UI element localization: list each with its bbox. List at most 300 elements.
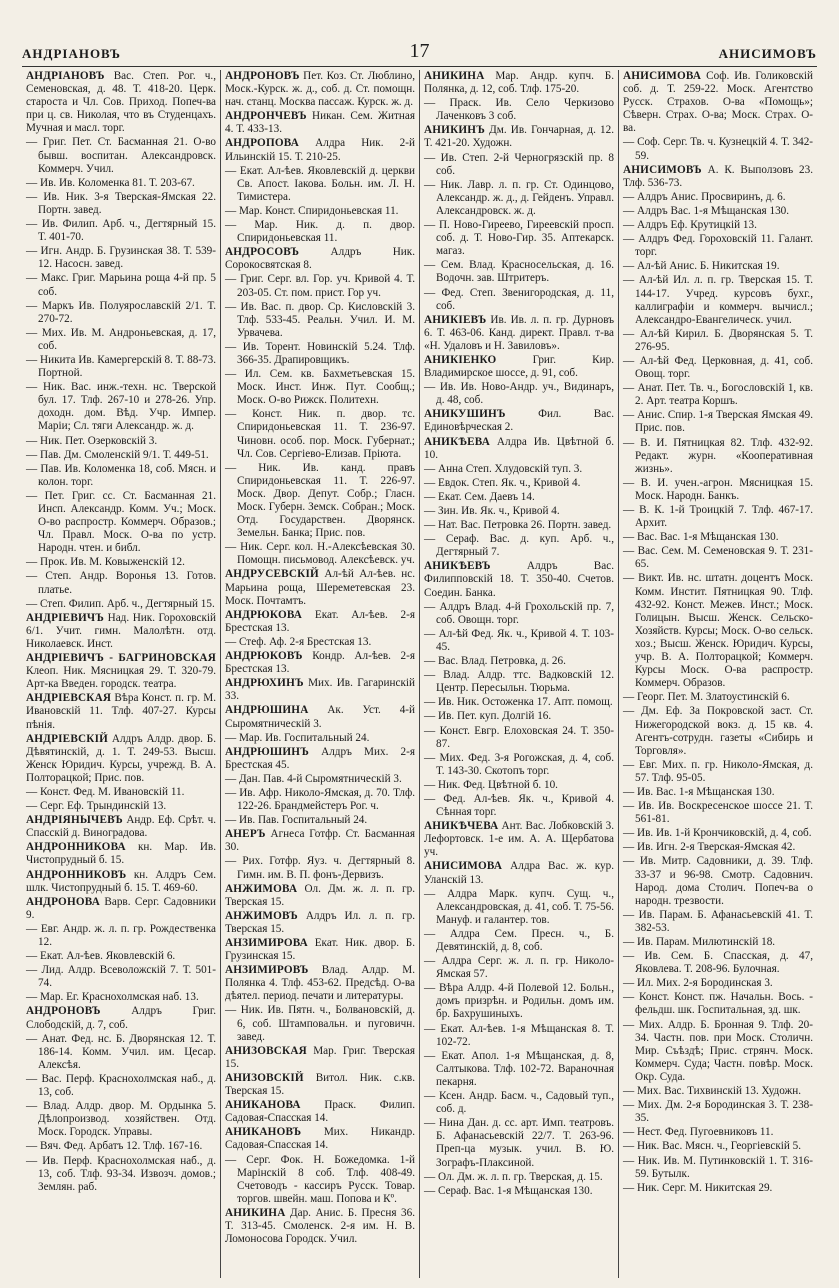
directory-entry (424, 354, 614, 380)
entry-surname: АНДРОНЧЕВЪ (225, 110, 307, 123)
directory-entry: — Ив. Ив. Ново-Андр. уч., Видинаръ, д. 48, соб. (424, 381, 614, 407)
entry-text: Георг. Пет. М. Златоустинскій 6. (636, 691, 790, 704)
directory-entry: — Георг. Пет. М. Златоустинскій 6. (623, 691, 790, 704)
entry-text: Клеоп. Ник. Мясницкая 29. Т. 320-79. Арт-ка Введен. городск. театра. (26, 665, 216, 691)
directory-entry: — Конст. Ник. п. двор. тс. Спиридоньевская 11. Т. 236-97. Чиновн. особ. пор. Моск. Губернат.; Чл. Сов. Сергіево-Елизав. Пріюта. (225, 408, 415, 460)
directory-entry: — Вас. Вас. 1-я Мѣщанская 130. (623, 531, 779, 544)
entry-text: Анна Степ. Хлудовскій туп. 3. (437, 462, 583, 475)
entry-surname: АНИКИНЪ (424, 124, 485, 137)
entry-text: Мар. Григ. Тверская 15. (225, 1044, 415, 1070)
directory-entry: — Мих. Ив. М. Андроньевская, д. 17, соб. (26, 326, 216, 352)
directory-entry: — Ник. Серг. М. Никитская 29. (623, 1181, 773, 1194)
entry-text: Пет. Коз. Ст. Люблино, Моск.-Курск. ж. д., соб. д. Ст. помощн. нач. станц. Москва пассаж. Курск. ж. д. (225, 70, 415, 109)
entry-surname: АНДРІЕВИЧЪ - БАГРИНОВСКАЯ (26, 652, 216, 665)
directory-entry (225, 704, 415, 730)
entry-text: Конст. Конст. пж. Начальн. Вось. - фельдш. шк. Госпитальная, зд. шк. (635, 991, 813, 1017)
directory-entry: — Анис. Спир. 1-я Тверская Ямская 49. Прис. пов. (623, 409, 813, 435)
directory-entry: — Вѣра Алдр. 4-й Полевой 12. Больн., домъ призрѣн. и Родильн. домъ им. бр. Бахрушиныхъ. (424, 982, 614, 1021)
entry-text: Евг. Андр. ж. л. п. гр. Рождественка 12. (38, 922, 216, 948)
entry-text: Ник. Ив. М. Путинковскій 1. Т. 316-59. Бутылк. (635, 1154, 813, 1180)
entry-text: Дан. Пав. 4-й Сыромятническій 3. (238, 772, 402, 785)
entry-text: Влад. Алдр. М. Полянка 4. Тлф. 453-62. Предсѣд. О-ва дѣятел. период. печати и литературы. (225, 964, 415, 1003)
entry-text: Вас. Сем. М. Семеновская 9. Т. 231-65. (635, 545, 813, 571)
entry-text: Ник. Вас. инж.-техн. нс. Тверской бул. 17. Тлф. 267-10 и 278-26. Упр. доходн. дом. Вѣд. Учр. Импер. Маріи; Сл. тяги Александр. ж. д. (38, 381, 217, 433)
entry-text: Ив. Ив. Ново-Андр. уч., Видинаръ, д. 48, соб. (436, 381, 614, 407)
entry-surname: АНДРІЯНЫЧЕВЪ (26, 814, 123, 827)
entry-surname: АНИКѢЕВА (424, 435, 491, 448)
directory-entry: — Пав. Ив. Коломенка 18, соб. Мясн. и колон. торг. (26, 462, 216, 488)
directory-entry: — Ал-ѣй Фед. Церковная, д. 41, соб. Овощ. торг. (623, 354, 813, 381)
directory-entry (623, 164, 813, 190)
entry-text: Алдръ Вас. Филипповскій 18. Т. 350-40. Счетов. Соедин. Банка. (424, 560, 614, 599)
entry-text: Вас. Влад. Петровка, д. 26. (437, 655, 566, 668)
entry-text: Алдръ Ил. л. п. гр. Тверская 15. (225, 909, 415, 935)
directory-entry: — Григ. Пет. Ст. Басманная 21. О-во бывш. воспитан. Александровск. Коммерч. Учил. (26, 136, 216, 175)
entry-text: Сем. Влад. Красносельская, д. 16. Водочн. зав. Штритеръ. (436, 259, 614, 285)
entry-text: Влад. Алдр. ттс. Вадковскій 12. Центр. Пересыльн. Тюрьма. (436, 669, 614, 695)
directory-entry: — П. Ново-Гиреево, Гиреевскій просп. соб. д. Т. Ново-Гир. 35. Аптекарск. магаз. (424, 219, 614, 258)
directory-entry: — Ил. Мих. 2-я Бородинская 3. (623, 977, 773, 990)
directory-entry (26, 896, 216, 922)
directory-entry: — Рих. Готфр. Яуз. ч. Дегтярный 8. Гимн. им. В. П. фонъ-Дервизъ. (225, 855, 415, 881)
directory-entry: — Мих. Фед. 3-я Рогожская, д. 4, соб. Т. 143-30. Скотопъ торг. (424, 751, 614, 777)
directory-entry: — Екат. Апол. 1-я Мѣщанская, д. 8, Салтыкова. Тлф. 102-72. Вараночная пекарня. (424, 1049, 614, 1088)
entry-text: Ник. Лавр. л. п. гр. Ст. Одинцово, Александр. ж. д., д. Гейденъ. Управл. Александровск. ж. д. (436, 178, 614, 217)
directory-entry (225, 650, 415, 676)
directory-entry: — Нат. Вас. Петровка 26. Портн. завед. (424, 519, 612, 532)
directory-entry: — Ив. Сем. Б. Спасская, д. 47, Яковлева. Т. 208-96. Булочная. (623, 950, 813, 976)
directory-entry: — Ив. Филип. Арб. ч., Дегтярный 15. Т. 401-70. (26, 218, 217, 244)
directory-entry: — Мар. Ник. д. п. двор. Спиридоньевская 11. (225, 219, 416, 245)
directory-entry (225, 609, 415, 635)
entry-surname: АНДРОПОВА (225, 137, 299, 150)
entry-text: Ксен. Андр. Басм. ч., Садовый туп., соб. д. (436, 1090, 614, 1116)
entry-surname: АНДРОННИКОВЪ (26, 868, 127, 881)
entry-text: Ник. Ив. канд. правъ Спиридоньевская 11. Т. 226-97. Моск. Двор. Депут. Собр.; Гласн. Моск. Губерн. Земск. Собран.; Моск. Отд. Государствен. Дворянск. Земельн. Банка; Прис. пов. (237, 461, 415, 540)
directory-entry: — Ник. Серг. кол. Н.-Алексѣевская 30. Помощн. письмовод. Алексѣевск. уч. (225, 541, 415, 567)
entry-text: Фед. Ал-ѣев. Як. ч., Кривой 4. Сѣнная торг. (436, 792, 614, 819)
entry-surname: АНДРЮКОВА (225, 608, 303, 621)
entry-surname: АНИКІЕВЪ (424, 313, 487, 326)
entry-text: Екат. Сем. Даевъ 14. (437, 490, 535, 503)
directory-entry: — Вас. Перф. Краснохолмская наб., д. 13, соб. (26, 1072, 216, 1099)
directory-entry: — Евг. Андр. ж. л. п. гр. Рождественка 12. (26, 922, 216, 948)
directory-entry: — Ол. Дм. ж. л. п. гр. Тверская, д. 15. (424, 1170, 603, 1183)
directory-entry (225, 568, 415, 607)
entry-surname: АНДРОНОВЪ (26, 1005, 101, 1018)
directory-entry: — Екат. Сем. Даевъ 14. (424, 490, 535, 503)
entry-text: Алдра Ив. Цвѣтной б. 10. (424, 435, 614, 461)
directory-entry: — Влад. Алдр. ттс. Вадковскій 12. Центр. Пересыльн. Тюрьма. (424, 669, 614, 695)
directory-entry: — Алдра Серг. ж. л. п. гр. Николо-Ямская 57. (424, 955, 614, 981)
directory-entry (26, 814, 216, 840)
entry-text: Алдръ Вас. 1-я Мѣщанская 130. (636, 204, 790, 217)
entry-text: Мих. Фед. 3-я Рогожская, д. 4, соб. Т. 143-30. Скотопъ торг. (436, 751, 614, 777)
page-header (22, 40, 817, 66)
directory-entry: — Ив. Степ. 2-й Черногрязскій пр. 8 соб. (424, 151, 615, 177)
directory-entry: — Никита Ив. Камергерскій 8. Т. 88-73. Портной. (26, 353, 216, 380)
entry-text: Вѣра Конст. п. гр. М. Ивановскій 11. Тлф. 407-27. Курсы пѣнія. (26, 692, 217, 731)
directory-entry: — Праск. Ив. Село Черкизово Лаченковъ 3 соб. (424, 97, 614, 123)
directory-entry (225, 110, 415, 136)
entry-text: Екат. Ник. двор. Б. Грузинская 15. (225, 937, 415, 963)
entry-text: Алдръ Григ. Слободскій, д. 7, соб. (26, 1005, 216, 1031)
directory-entry: — Ив. Перф. Краснохолмская наб., д. 13, соб. Тлф. 93-34. Извозч. домов.; Землян. раб. (26, 1154, 217, 1193)
entry-text: Мих. Ив. М. Андроньевская, д. 17, соб. (38, 326, 216, 352)
entry-text: Степ. Андр. Воронья 13. Готов. платье. (38, 570, 216, 596)
directory-entry: — Фед. Ал-ѣев. Як. ч., Кривой 4. Сѣнная торг. (424, 792, 614, 819)
directory-entry: — Степ. Андр. Воронья 13. Готов. платье. (26, 570, 216, 596)
entry-text: Ник. Ив. Пятн. ч., Болвановскій, д. 6, соб. Штамповальн. и пуговичн. завед. (237, 1004, 415, 1043)
entry-text: Екат. Ал-ѣев. 2-я Брестская 13. (225, 608, 416, 634)
entry-text: Степ. Филип. Арб. ч., Дегтярный 15. (39, 597, 215, 610)
directory-entry (26, 1005, 216, 1031)
directory-entry: — Игн. Андр. Б. Грузинская 38. Т. 539-12. Насосн. завед. (26, 245, 216, 271)
directory-entry: — Влад. Алдр. двор. М. Ордынка 5. Дѣлопроизвод. хозяйствен. Отд. Моск. Городск. Управы. (26, 1100, 217, 1139)
directory-entry: — Степ. Филип. Арб. ч., Дегтярный 15. (26, 597, 215, 610)
directory-entry: — Ник. Ив. Пятн. ч., Болвановскій, д. 6, соб. Штамповальн. и пуговичн. завед. (225, 1004, 415, 1043)
entry-text: Мих. Вас. Тихвинскій 13. Художн. (636, 1085, 802, 1098)
entry-text: Дм. Ив. Гончарная, д. 12. Т. 421-20. Художн. (424, 124, 614, 150)
entry-text: Прок. Ив. М. Ковыженскій 12. (39, 556, 185, 569)
entry-text: Алдра Сем. Пресн. ч., Б. Девятинскій, д. 8, соб. (436, 927, 614, 953)
entry-text: Алдра Марк. купч. Сущ. ч., Александровская, д. 41, соб. Т. 75-56. Мануф. и галантер. тов. (436, 887, 615, 926)
entry-surname: АНИКИНА (424, 70, 485, 82)
directory-entry (225, 828, 415, 854)
directory-columns (22, 70, 817, 1278)
entry-text: Мих. Алдр. Б. Бронная 9. Тлф. 20-34. Частн. пов. при Моск. Столичн. Мир. Съѣздѣ; Прис. стрянч. Моск. Коммерч. Суда; Частн. повѣр. Моск. Окр. Суда. (635, 1018, 814, 1083)
directory-entry (26, 612, 216, 651)
directory-entry (225, 1045, 415, 1071)
entry-text: Ник. Вас. Мясн. ч., Георгіевскій 5. (636, 1140, 802, 1153)
entry-surname: АНИЗОВСКІЙ (225, 1071, 304, 1084)
directory-entry: — Ал-ѣй Анис. Б. Никитская 19. (623, 260, 780, 273)
directory-entry: — Лид. Алдр. Всеволожскій 7. Т. 501-74. (26, 964, 216, 990)
entry-text: П. Ново-Гиреево, Гиреевскій просп. соб. д. Т. Ново-Гир. 35. Аптекарск. магаз. (436, 219, 614, 258)
entry-text: Пет. Григ. сс. Ст. Басманная 21. Инсп. Александр. Комм. Уч.; Моск. О-во распростр. Коммерч. Образов.; Чл. Правл. Моск. О-ва по устр. Народн. чтен. и библ. (38, 489, 217, 555)
directory-entry: — Ник. Пет. Озерковскій 3. (26, 434, 158, 447)
directory-entry (225, 70, 415, 109)
entry-surname: АНДРІЕВИЧЪ (26, 611, 105, 624)
header-left-guide-word: АНДРІАНОВЪ (22, 46, 121, 61)
directory-entry: — Конст. Конст. пж. Начальн. Вось. - фельдш. шк. Госпитальная, зд. шк. (623, 991, 813, 1017)
directory-entry: — Ив. Ник. Остоженка 17. Апт. помощ. (424, 696, 613, 709)
entry-text: Ив. Ник. 3-я Тверская-Ямская 22. Портн. завед. (38, 190, 216, 216)
directory-entry (26, 692, 216, 731)
entry-surname: АНЗИМИРОВА (225, 937, 308, 949)
entry-surname: АНИСИМОВА (623, 70, 702, 82)
directory-entry (225, 1099, 415, 1125)
entry-text: Агнеса Готфр. Ст. Басманная 30. (225, 828, 415, 854)
column-3 (419, 70, 618, 1278)
directory-entry: — Ал-ѣй Ил. л. п. гр. Тверская 15. Т. 144-17. Учред. курсовъ бухг., каллиграфіи и коммерч. вычисл.; Александро-Евангелическ. учил. (623, 274, 813, 326)
entry-surname: АНДРОНОВЪ (225, 70, 300, 82)
entry-surname: АНИКИНА (225, 1206, 286, 1219)
directory-entry (424, 820, 614, 859)
entry-text: Анат. Фед. нс. Б. Дворянская 12. Т. 186-14. Комм. Учил. им. Цесар. Алексѣя. (38, 1032, 217, 1071)
entry-text: Кондр. Ал-ѣев. 2-я Брестская 13. (225, 650, 415, 676)
entry-text: Алдръ Анис. Просвиринъ, д. 6. (636, 190, 786, 203)
directory-entry: — Ник. Лавр. л. п. гр. Ст. Одинцово, Александр. ж. д., д. Гейденъ. Управл. Александровск. ж. д. (424, 178, 614, 217)
entry-text: Ив. Вас. п. двор. Ср. Кисловскій 3. Тлф. 533-45. Реальн. Учил. И. М. Урвачева. (237, 300, 416, 339)
directory-entry (225, 1126, 415, 1152)
entry-text: Ив. Торент. Новинскій 5.24. Тлф. 366-35. Драпировщикъ. (237, 340, 415, 366)
directory-entry: — Мих. Дм. 2-я Бородинская 3. Т. 238-35. (623, 1099, 813, 1125)
directory-entry: — Анат. Фед. нс. Б. Дворянская 12. Т. 186-14. Комм. Учил. им. Цесар. Алексѣя. (26, 1032, 217, 1071)
entry-text: Ал-ѣй Кирил. Б. Дворянская 5. Т. 276-95. (635, 327, 814, 353)
directory-entry: — Сераф. Вас. 1-я Мѣщанская 130. (424, 1184, 593, 1197)
entry-text: Никан. Сем. Житная 4. Т. 433-13. (225, 110, 415, 136)
directory-entry: — В. И. учен.-агрон. Мясницкая 15. Моск. Народн. Банкъ. (623, 476, 813, 502)
entry-text: Ив. Ив. Воскресенское шоссе 21. Т. 561-81. (635, 800, 813, 826)
entry-surname: АНИКѢЕВЪ (424, 560, 491, 573)
header-rule (22, 66, 817, 67)
directory-entry (26, 869, 216, 895)
entry-text: Евдок. Степ. Як. ч., Кривой 4. (437, 476, 581, 489)
directory-entry: — Ив. Ив. Воскресенское шоссе 21. Т. 561-81. (623, 800, 813, 826)
directory-entry: — Дан. Пав. 4-й Сыромятническій 3. (225, 772, 402, 785)
entry-text: Алдра Ник. 2-й Ильинскій 15. Т. 210-25. (225, 137, 415, 163)
entry-text: Дар. Анис. Б. Пресня 36. Т. 313-45. Смоленск. 2-я им. Н. В. Ломоносова Городск. Учил. (225, 1206, 415, 1246)
entry-text: Влад. Алдр. двор. М. Ордынка 5. Дѣлопроизвод. хозяйствен. Отд. Моск. Городск. Управы. (38, 1100, 217, 1139)
entry-text: Фед. Степ. Звенигородская, д. 11, соб. (436, 286, 614, 312)
directory-entry: — Зин. Ив. Як. ч., Кривой 4. (424, 505, 560, 517)
entry-surname: АНДРЮШИНА (225, 704, 309, 717)
entry-text: Екат. Апол. 1-я Мѣщанская, д. 8, Салтыкова. Тлф. 102-72. Вараночная пекарня. (436, 1049, 614, 1088)
entry-surname: АНДРІЕВСКАЯ (26, 692, 112, 705)
entry-surname: АНИКУШИНЪ (424, 408, 506, 421)
entry-text: Мар. Конст. Спиридоньевская 11. (238, 204, 399, 217)
directory-entry: — Ив. Игн. 2-я Тверская-Ямская 42. (623, 841, 796, 854)
directory-entry (424, 124, 614, 150)
directory-entry: — Пав. Дм. Смоленскій 9/1. Т. 449-51. (26, 448, 209, 461)
directory-entry (225, 677, 415, 703)
directory-entry: — Ив. Ив. Коломенка 81. Т. 203-67. (26, 176, 195, 189)
entry-text: Ив. Парам. Б. Афанасьевскій 41. Т. 382-53. (635, 908, 814, 934)
entry-text: Алдръ Ник. Сорокосвятская 8. (225, 246, 415, 272)
directory-entry: — Ник. Ив. М. Путинковскій 1. Т. 316-59. Бутылк. (623, 1154, 813, 1180)
entry-text: Конст. Ник. п. двор. тс. Спиридоньевская 11. Т. 236-97. Чиновн. особ. пор. Моск. Губернат.; Чл. Сов. Сергіево-Елизав. Пріюта. (237, 408, 415, 460)
directory-entry: — Маркъ Ив. Полуярославскій 2/1. Т. 270-72. (26, 299, 216, 325)
entry-text: Алдра Вас. ж. кур. Уланскій 13. (424, 860, 614, 886)
entry-text: Мар. Ник. д. п. двор. Спиридоньевская 11. (237, 219, 416, 245)
entry-text: Ал-ѣй Фед. Як. ч., Кривой 4. Т. 103-45. (436, 627, 615, 653)
entry-surname: АНДРЮКОВЪ (225, 650, 303, 663)
entry-text: Ол. Дм. ж. л. п. гр. Тверская, д. 15. (437, 1170, 603, 1183)
entry-surname: АНИКІЕНКО (424, 353, 497, 366)
entry-text: Андр. Еф. Срѣт. ч. Спасскій д. Виноградова. (26, 814, 216, 840)
entry-surname: АНЖИМОВЪ (225, 909, 298, 922)
entry-text: Игн. Андр. Б. Грузинская 38. Т. 539-12. Насосн. завед. (38, 245, 216, 271)
entry-surname: АНДРІАНОВЪ (26, 70, 105, 82)
entry-text: Григ. Кир. Владимирское шоссе, д. 91, соб. (424, 353, 615, 380)
directory-entry: — Нина Дан. д. сс. арт. Имп. театровъ. Б. Афанасьевскій 22/7. Т. 263-96. Преп-ца музык. учил. В. Ю. Зографъ-Плаксиной. (424, 1117, 615, 1169)
entry-surname: АНДРОСОВЪ (225, 246, 300, 259)
directory-entry: — Стеф. Аф. 2-я Брестская 13. (225, 635, 372, 648)
entry-text: Ник. Серг. М. Никитская 29. (636, 1181, 773, 1194)
directory-entry (225, 964, 415, 1003)
directory-entry: — Екат. Ал-ѣев. Яковлевскій д. церкви Св. Апост. Іакова. Больн. им. Л. Н. Тимистера. (225, 164, 416, 203)
entry-text: Никита Ив. Камергерскій 8. Т. 88-73. Портной. (38, 353, 216, 380)
entry-text: В. К. 1-й Троицкій 7. Тлф. 467-17. Архит. (635, 504, 813, 530)
column-2 (220, 70, 419, 1278)
column-4 (618, 70, 817, 1278)
directory-entry (225, 137, 415, 163)
directory-entry (225, 883, 415, 909)
entry-text: Вяч. Фед. Арбатъ 12. Тлф. 167-16. (39, 1140, 203, 1153)
directory-entry: — В. К. 1-й Троицкій 7. Тлф. 467-17. Архит. (623, 504, 813, 530)
directory-entry: — Мар. Ив. Госпитальный 24. (225, 731, 370, 744)
entry-text: Мих. Ив. Гагаринскій 33. (225, 677, 415, 703)
directory-entry (225, 1072, 415, 1098)
directory-entry (424, 860, 614, 886)
directory-entry (225, 746, 415, 772)
directory-entry (424, 70, 614, 96)
directory-entry: — Викт. Ив. нс. штатн. доцентъ Моск. Комм. Инстит. Пятницкая 90. Тлф. 432-92. Конст. Межев. Инст.; Моск. Голицын. Высш. Женск. Сельско-Хозяйств. Курсы; Моск. О-во сельск. хоз.; Высш. Женск. Юридич. Курсы, учр. В. А. Полторацкой; Коммерч. Курсы Моск. О-ва распростр. Коммерч. Образов. (623, 572, 813, 690)
entry-text: А. К. Выползовъ 23. Тлф. 536-73. (623, 163, 813, 189)
entry-text: Григ. Серг. вл. Гор. уч. Кривой 4. Т. 203-05. Ст. пом. прист. Гор уч. (237, 273, 415, 299)
directory-entry (26, 841, 216, 867)
entry-text: Ив. Пет. куп. Долгій 16. (437, 710, 552, 723)
entry-text: Сераф. Вас. д. куп. Арб. ч., Дегтярный 7. (436, 533, 614, 559)
directory-entry: — Дм. Еф. За Покровской заст. Ст. Нижегородской вокз. д. 15 кв. 4. Агентъ-сотрудн. газеты «Сибирь и Торговля». (623, 705, 813, 757)
entry-text: Ив. Пав. Госпитальный 24. (238, 814, 368, 827)
directory-entry: — Ксен. Андр. Басм. ч., Садовый туп., соб. д. (424, 1090, 614, 1116)
entry-text: Дм. Еф. За Покровской заст. Ст. Нижегородской вокз. д. 15 кв. 4. Агентъ-сотрудн. газеты «Сибирь и Торговля». (635, 705, 813, 757)
entry-surname: АНДРЮХИНЪ (225, 677, 304, 690)
entry-text: Нест. Фед. Пугоевниковъ 11. (636, 1126, 774, 1139)
directory-entry (26, 733, 216, 785)
entry-text: Серг. Фок. Н. Божедомка. 1-й Марінскій 8 соб. Тлф. 408-49. Счетоводъ - кассиръ Русск. Товар. торгов. швейн. маш. Попова и Кº. (237, 1153, 415, 1205)
entry-text: Ол. Дм. ж. л. п. гр. Тверская 15. (225, 882, 415, 908)
entry-text: Мих. Дм. 2-я Бородинская 3. Т. 238-35. (635, 1099, 813, 1125)
entry-text: Пав. Ив. Коломенка 18, соб. Мясн. и колон. торг. (38, 462, 216, 488)
directory-entry: — Ник. Ив. канд. правъ Спиридоньевская 11. Т. 226-97. Моск. Двор. Депут. Собр.; Гласн. Моск. Губерн. Земск. Собран.; Моск. Отд. Государствен. Дворянск. Земельн. Банка; Прис. пов. (225, 461, 415, 540)
entry-text: Варв. Серг. Садовники 9. (26, 895, 216, 921)
entry-text: Макс. Григ. Марьина роща 4-й пр. 5 соб. (38, 272, 216, 298)
directory-entry: — Мар. Конст. Спиридоньевская 11. (225, 204, 399, 217)
entry-text: Ив. Степ. 2-й Черногрязскій пр. 8 соб. (436, 151, 615, 177)
entry-surname: АНИСИМОВА (424, 860, 503, 873)
entry-text: Ив. Парам. Милютинскій 18. (636, 936, 776, 948)
entry-surname: АНДРОННИКОВА (26, 841, 126, 854)
entry-text: Ник. Серг. кол. Н.-Алексѣевская 30. Помощн. письмовод. Алексѣевск. уч. (237, 541, 415, 567)
entry-text: Конст. Фед. М. Ивановскій 11. (39, 785, 185, 798)
directory-entry: — Серг. Еф. Трындинскій 13. (26, 800, 167, 813)
entry-surname: АНИЗОВСКАЯ (225, 1044, 307, 1057)
directory-entry (424, 560, 614, 599)
entry-text: Над. Ник. Гороховскій 6/1. Учит. гимн. Малолѣтн. отд. Николаевск. Инст. (26, 611, 216, 650)
entry-text: Алдръ Фед. Гороховскій 11. Галант. торг. (635, 233, 814, 259)
entry-surname: АНЕРЪ (225, 828, 266, 841)
directory-entry (424, 314, 614, 353)
entry-text: Соф. Ив. Голиковскій соб. д. Т. 259-22. Моск. Агентство Русск. Страхов. О-ва «Помощь»; Сѣверн. Страх. О-ва; Моск. Страх. О-ва. (623, 70, 814, 135)
entry-text: Ник. Пет. Озерковскій 3. (39, 434, 158, 447)
entry-surname: АНИКАНОВЪ (225, 1126, 302, 1139)
entry-text: Алдръ Алдр. двор. Б. Дѣвятинскій, д. 1. Т. 249-53. Высш. Женск Юридич. Курсы, учрежд. В. А. Полторацкой; Прис. пов. (26, 732, 216, 784)
directory-entry: — Вас. Влад. Петровка, д. 26. (424, 655, 566, 668)
directory-entry: — Евг. Мих. п. гр. Николо-Ямская, д. 57. Тлф. 95-05. (623, 758, 814, 784)
directory-entry: — Ив. Ник. 3-я Тверская-Ямская 22. Портн. завед. (26, 190, 216, 216)
entry-surname: АНЗИМИРОВЪ (225, 964, 309, 977)
entry-text: Евг. Мих. п. гр. Николо-Ямская, д. 57. Тлф. 95-05. (635, 758, 814, 784)
entry-text: Ал-ѣй Анис. Б. Никитская 19. (636, 260, 780, 273)
entry-text: Ив. Игн. 2-я Тверская-Ямская 42. (636, 841, 796, 854)
directory-entry: — Алдръ Фед. Гороховскій 11. Галант. торг. (623, 233, 814, 259)
entry-text: Екат. Ал-ѣев. Яковлевскій д. церкви Св. Апост. Іакова. Больн. им. Л. Н. Тимистера. (237, 164, 416, 203)
entry-text: Ив. Сем. Б. Спасская, д. 47, Яковлева. Т. 208-96. Булочная. (635, 950, 813, 976)
directory-entry: — Ив. Пав. Госпитальный 24. (225, 814, 368, 827)
entry-surname: АНДРІЕВСКІЙ (26, 732, 109, 745)
entry-text: Ив. Перф. Краснохолмская наб., д. 13, соб. Тлф. 93-34. Извозч. домов.; Землян. раб. (38, 1154, 217, 1193)
directory-entry: — Екат. Ал-ѣев. Яковлевскій 6. (26, 950, 176, 963)
entry-text: Вѣра Алдр. 4-й Полевой 12. Больн., домъ призрѣн. и Родильн. домъ им. бр. Бахрушиныхъ. (436, 982, 614, 1021)
directory-entry: — Ив. Митр. Садовники, д. 39. Тлф. 33-37 и 96-98. Смотр. Садовнич. Народ. дома Столич. Попеч-ва о народн. трезвости. (623, 855, 814, 907)
directory-entry: — Пет. Григ. сс. Ст. Басманная 21. Инсп. Александр. Комм. Уч.; Моск. О-во распростр. Коммерч. Образов.; Чл. Правл. Моск. О-ва по устр. Народн. чтен. и библ. (26, 489, 217, 555)
entry-text: кн. Алдръ Сем. шлк. Чистопрудный б. 15. Т. 469-60. (26, 868, 216, 894)
entry-surname: АНДРЮШИНЪ (225, 745, 309, 758)
entry-surname: АНЖИМОВА (225, 882, 298, 895)
directory-entry (26, 70, 216, 135)
entry-text: Вас. Степ. Рог. ч., Семеновская, д. 48. Т. 418-20. Церк. староста и Чл. Сов. Приход. Попеч-ва при ц. св. Николая, что въ Студенцахъ. Мучная и масл. торг. (26, 70, 217, 135)
entry-text: Ив. Вас. 1-я Мѣщанская 130. (636, 785, 775, 798)
entry-text: Ил. Мих. 2-я Бородинская 3. (636, 977, 773, 990)
directory-entry: — Мих. Алдр. Б. Бронная 9. Тлф. 20-34. Частн. пов. при Моск. Столичн. Мир. Съѣздѣ; Прис. стрянч. Моск. Коммерч. Суда; Частн. повѣр. Моск. Окр. Суда. (623, 1018, 814, 1083)
directory-entry: — Мар. Ег. Краснохолмская наб. 13. (26, 991, 199, 1004)
directory-entry: — Ив. Парам. Б. Афанасьевскій 41. Т. 382-53. (623, 908, 814, 934)
entry-text: Соф. Серг. Тв. ч. Кузнецкій 4. Т. 342-59. (635, 136, 814, 162)
entry-text: Сераф. Вас. 1-я Мѣщанская 130. (437, 1184, 593, 1197)
directory-entry: — Ник. Вас. Мясн. ч., Георгіевскій 5. (623, 1140, 802, 1153)
directory-entry: — Конст. Фед. М. Ивановскій 11. (26, 785, 185, 798)
directory-entry: — Алдръ Влад. 4-й Грохольскій пр. 7, соб. Овощн. торг. (424, 600, 614, 626)
entry-text: Ал-ѣй Ал-ѣев. нс. Марьина роща, Шереметевская 23. Моск. Почтамтъ. (225, 568, 415, 607)
entry-text: Ак. Уст. 4-й Сыромятническій 3. (225, 704, 415, 730)
entry-surname: АНДРОНОВА (26, 895, 100, 908)
directory-entry: — Алдръ Анис. Просвиринъ, д. 6. (623, 190, 786, 203)
directory-entry: — Ал-ѣй Фед. Як. ч., Кривой 4. Т. 103-45. (424, 627, 615, 653)
entry-text: Мих. Никандр. Садовая-Спасская 14. (225, 1126, 415, 1152)
entry-text: Ал-ѣй Фед. Церковная, д. 41, соб. Овощ. торг. (635, 354, 813, 381)
entry-text: Екат. Ал-ѣев. Яковлевскій 6. (39, 950, 176, 963)
entry-text: Ив. Афр. Николо-Ямская, д. 70. Тлф. 122-26. Брандмейстеръ Рог. ч. (237, 786, 416, 813)
directory-entry: — Алдръ Еф. Крутицкій 13. (623, 219, 757, 232)
entry-text: Лид. Алдр. Всеволожскій 7. Т. 501-74. (38, 964, 216, 990)
entry-text: Нат. Вас. Петровка 26. Портн. завед. (437, 519, 612, 532)
entry-text: Праск. Филип. Садовая-Спасская 14. (225, 1099, 415, 1125)
directory-entry: — Ал-ѣй Кирил. Б. Дворянская 5. Т. 276-95. (623, 327, 814, 353)
entry-text: В. И. Пятницкая 82. Тлф. 432-92. Редакт. журн. «Кооперативная жизнь». (635, 436, 814, 475)
entry-text: Мар. Ег. Краснохолмская наб. 13. (39, 991, 199, 1004)
entry-text: Фил. Вас. Единовѣрческая 2. (424, 408, 614, 434)
directory-entry: — Нест. Фед. Пугоевниковъ 11. (623, 1126, 774, 1139)
directory-entry: — Алдръ Вас. 1-я Мѣщанская 130. (623, 204, 790, 217)
entry-text: Алдра Серг. ж. л. п. гр. Николо-Ямская 57. (436, 955, 614, 981)
directory-entry: — Ив. Вас. 1-я Мѣщанская 130. (623, 785, 775, 798)
entry-text: Алдръ Влад. 4-й Грохольскій пр. 7, соб. Овощн. торг. (436, 600, 614, 626)
directory-entry (225, 246, 415, 272)
directory-entry (225, 937, 415, 963)
entry-text: Григ. Пет. Ст. Басманная 21. О-во бывш. воспитан. Александровск. Коммерч. Учил. (38, 136, 216, 175)
entry-text: В. И. учен.-агрон. Мясницкая 15. Моск. Народн. Банкъ. (635, 476, 813, 502)
entry-text: Ил. Сем. кв. Бахметьевская 15. Моск. Инст. Инж. Пут. Сообщ.; Моск. О-во Рижск. Политехн. (237, 368, 415, 407)
directory-entry: — Екат. Ал-ѣев. 1-я Мѣщанская 8. Т. 102-72. (424, 1022, 614, 1048)
entry-text: Рих. Готфр. Яуз. ч. Дегтярный 8. Гимн. им. В. П. фонъ-Дервизъ. (237, 855, 415, 881)
entry-surname: АНИКАНОВА (225, 1099, 301, 1112)
directory-entry (26, 652, 216, 691)
entry-text: Пав. Дм. Смоленскій 9/1. Т. 449-51. (39, 448, 209, 461)
directory-entry: — Ив. Афр. Николо-Ямская, д. 70. Тлф. 122-26. Брандмейстеръ Рог. ч. (225, 786, 416, 813)
